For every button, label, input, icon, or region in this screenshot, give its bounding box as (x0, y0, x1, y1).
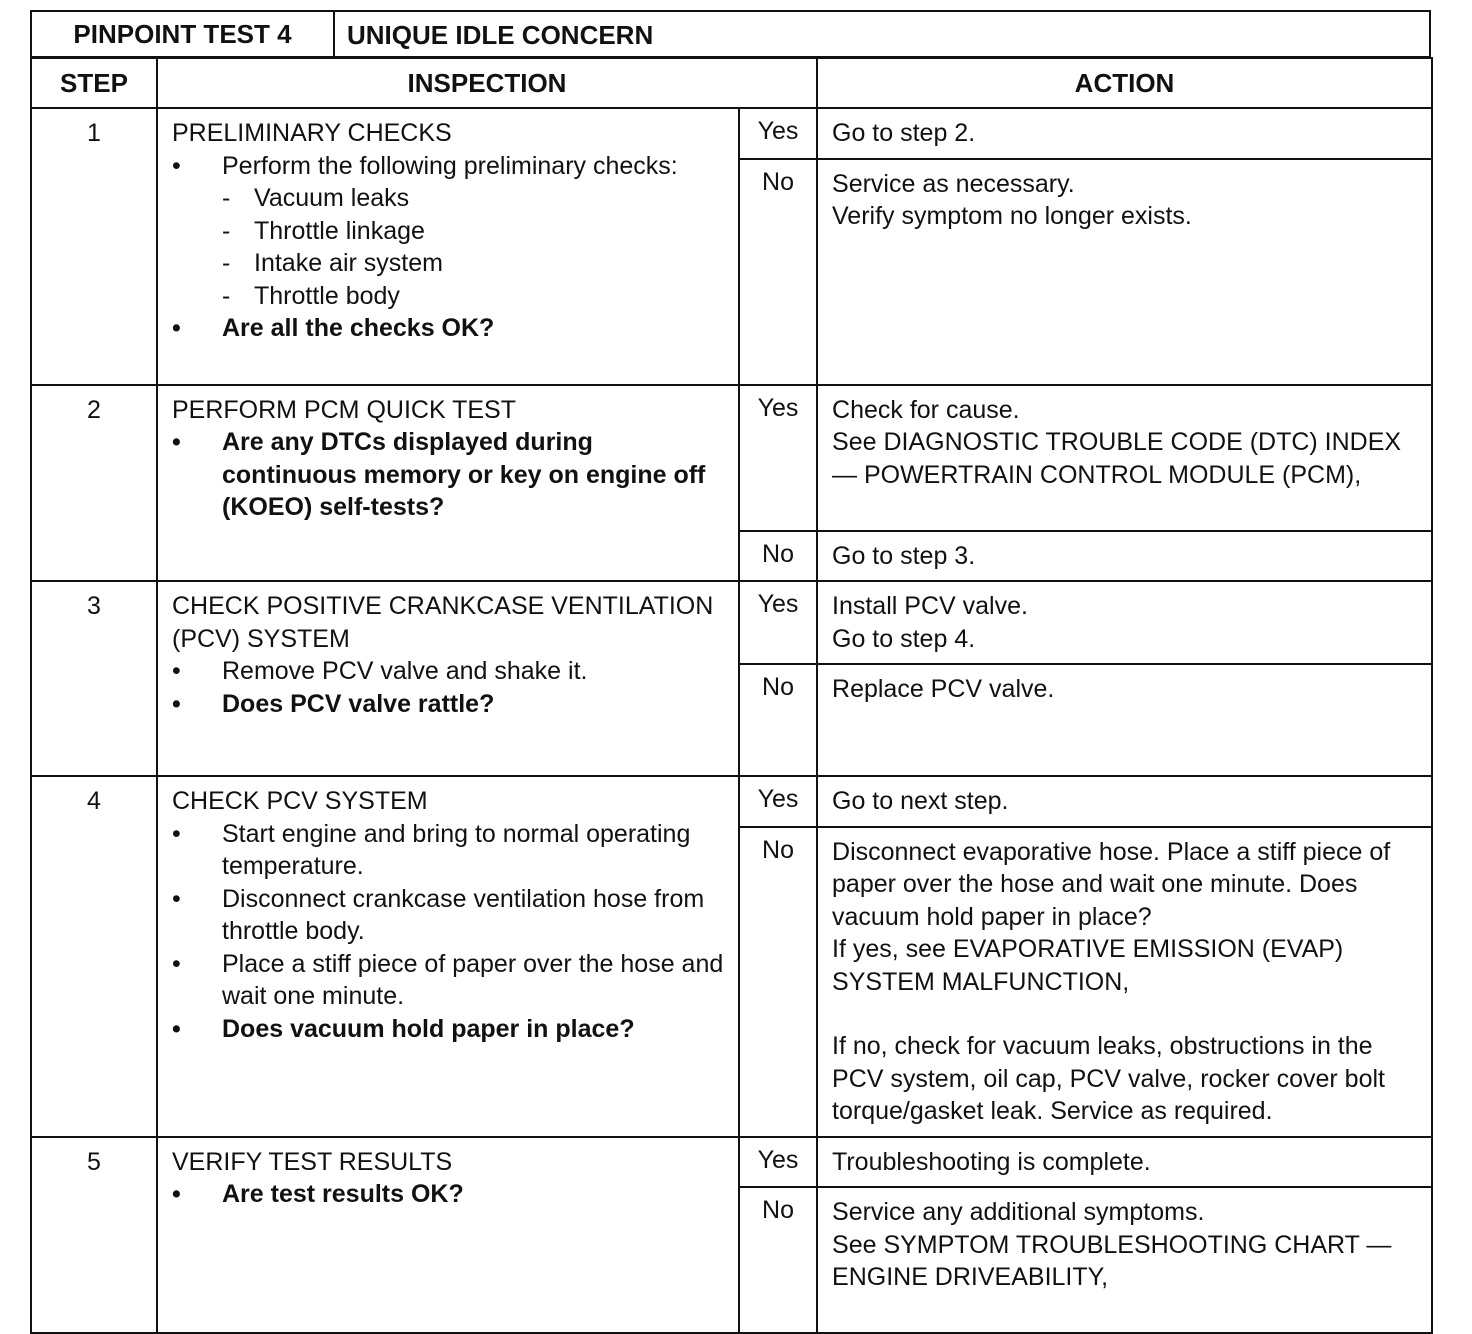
step-heading: VERIFY TEST RESULTS (172, 1147, 453, 1176)
no-action (817, 159, 1432, 385)
column-header-row (31, 58, 1432, 108)
action-line: If yes, see EVAPORATIVE EMISSION (EVAP) SYSTEM MALFUNCTION, (832, 935, 1344, 996)
inspection-bullet: • Are test results OK? (172, 1178, 724, 1211)
inspection-bullet: • Disconnect crankcase ventilation hose from throttle body. (172, 883, 724, 948)
step-row (31, 1137, 1432, 1188)
pinpoint-test-table (30, 57, 1433, 1334)
column-header-inspection: INSPECTION (157, 58, 817, 108)
step-number: 4 (31, 776, 157, 1137)
check-item: - Vacuum leaks (172, 182, 724, 215)
column-header-step: STEP (31, 58, 157, 108)
yes-action (817, 1137, 1432, 1188)
step-heading: CHECK POSITIVE CRANKCASE VENTILATION (PCV) SYSTEM (172, 592, 714, 653)
yes-action (817, 776, 1432, 827)
column-header-action: ACTION (817, 58, 1432, 108)
step-inspection (157, 1137, 739, 1334)
inspection-bullet: • Are any DTCs displayed during continuous memory or key on engine off (KOEO) self-tests? (172, 426, 724, 524)
no-label: No (739, 531, 817, 582)
no-label: No (739, 159, 817, 385)
step-row (31, 581, 1432, 664)
no-label: No (739, 827, 817, 1137)
action-line: Install PCV valve. (832, 592, 1028, 620)
action-line: Verify symptom no longer exists. (832, 202, 1192, 230)
action-line: Go to step 3. (832, 541, 976, 570)
step-row (31, 108, 1432, 159)
yes-label: Yes (739, 385, 817, 531)
step-heading: PRELIMINARY CHECKS (172, 119, 452, 147)
action-line: Troubleshooting is complete. (832, 1147, 1151, 1176)
action-line: If no, check for vacuum leaks, obstructions in the PCV system, oil cap, PCV valve, rocker cover bolt torque/gasket leak. Service as required. (832, 1032, 1385, 1125)
step-number: 5 (31, 1137, 157, 1334)
inspection-bullet: • Perform the following preliminary checks: (172, 150, 724, 183)
no-label: No (739, 664, 817, 776)
yes-action (817, 385, 1432, 531)
inspection-bullet: • Place a stiff piece of paper over the hose and wait one minute. (172, 948, 724, 1013)
test-label: PINPOINT TEST 4 (32, 12, 335, 56)
action-line (832, 998, 1417, 1030)
no-label: No (739, 1187, 817, 1333)
action-line: Check for cause. (832, 395, 1020, 424)
no-action (817, 664, 1432, 776)
step-row (31, 385, 1432, 531)
yes-action (817, 108, 1432, 159)
inspection-bullet: • Start engine and bring to normal operating temperature. (172, 818, 724, 883)
action-line: Go to step 4. (832, 624, 976, 653)
no-action (817, 531, 1432, 582)
yes-action (817, 581, 1432, 664)
step-number: 2 (31, 385, 157, 582)
check-item: - Intake air system (172, 247, 724, 280)
step-heading: CHECK PCV SYSTEM (172, 787, 428, 815)
yes-label: Yes (739, 581, 817, 664)
action-line: See DIAGNOSTIC TROUBLE CODE (DTC) INDEX — POWERTRAIN CONTROL MODULE (PCM), (832, 428, 1402, 489)
test-title: UNIQUE IDLE CONCERN (347, 20, 654, 50)
action-line: See SYMPTOM TROUBLESHOOTING CHART — ENGINE DRIVEABILITY, (832, 1230, 1392, 1291)
no-action (817, 827, 1432, 1137)
yes-label: Yes (739, 1137, 817, 1188)
step-inspection (157, 581, 739, 776)
action-line: Service as necessary. (832, 169, 1075, 198)
action-line: Disconnect evaporative hose. Place a stiff piece of paper over the hose and wait one minute. Does vacuum hold paper in place? (832, 837, 1391, 931)
step-number: 3 (31, 581, 157, 776)
inspection-bullet: • Remove PCV valve and shake it. (172, 655, 724, 688)
inspection-bullet: • Does vacuum hold paper in place? (172, 1013, 724, 1046)
step-inspection (157, 385, 739, 582)
check-item: - Throttle linkage (172, 215, 724, 248)
action-line: Service any additional symptoms. (832, 1198, 1205, 1226)
inspection-bullet: • Does PCV valve rattle? (172, 688, 724, 721)
step-inspection (157, 776, 739, 1137)
action-line: Replace PCV valve. (832, 675, 1055, 703)
inspection-bullet: • Are all the checks OK? (172, 312, 724, 345)
action-line: Go to step 2. (832, 119, 976, 147)
yes-label: Yes (739, 108, 817, 159)
no-action (817, 1187, 1432, 1333)
step-inspection (157, 108, 739, 385)
step-number: 1 (31, 108, 157, 385)
action-line: Go to next step. (832, 787, 1009, 815)
check-item: - Throttle body (172, 280, 724, 313)
test-header (30, 10, 1431, 58)
yes-label: Yes (739, 776, 817, 827)
step-heading: PERFORM PCM QUICK TEST (172, 395, 517, 424)
step-row (31, 776, 1432, 827)
